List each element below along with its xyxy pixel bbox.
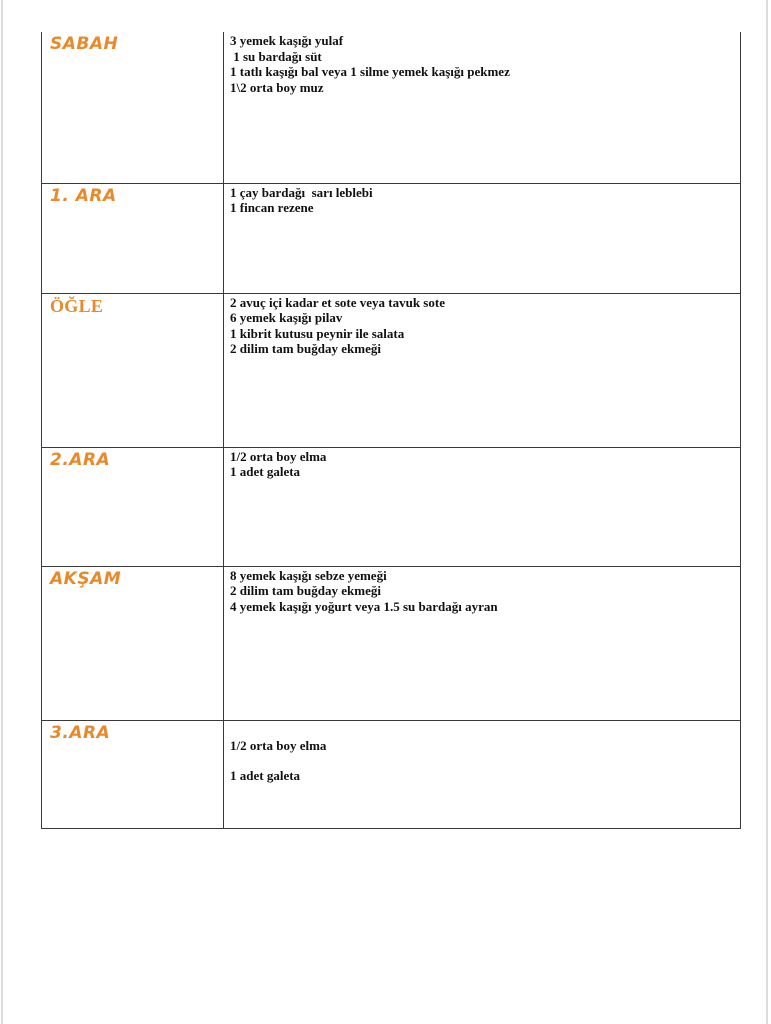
meal-label: 2.ARA xyxy=(50,449,111,470)
meal-item: 1/2 orta boy elma xyxy=(230,448,327,464)
meal-label-cell xyxy=(42,447,224,566)
meal-item: 1 fincan rezene xyxy=(230,200,314,216)
meal-items-list xyxy=(224,294,740,357)
meal-label-cell xyxy=(42,566,224,720)
meal-items-cell xyxy=(224,32,741,183)
meal-label: ÖĞLE xyxy=(50,295,104,316)
meal-item: 1 tatlı kaşığı bal veya 1 silme yemek kaşığı pekmez xyxy=(230,64,510,80)
meal-label: AKŞAM xyxy=(50,568,122,589)
meal-item: 1/2 orta boy elma xyxy=(230,737,327,753)
meal-item: 1 kibrit kutusu peynir ile salata xyxy=(230,325,405,341)
page-edge-right xyxy=(766,0,768,1024)
meal-item: 1 çay bardağı sarı leblebi xyxy=(230,184,373,200)
meal-row-ogle xyxy=(42,293,741,447)
meal-row-ara-2 xyxy=(42,447,741,566)
meal-row-sabah xyxy=(42,32,741,183)
meal-item: 2 dilim tam buğday ekmeği xyxy=(230,341,381,357)
meal-items-cell xyxy=(224,183,741,293)
meal-label: 3.ARA xyxy=(50,722,111,743)
meal-label-cell xyxy=(42,183,224,293)
meal-item: 1 adet galeta xyxy=(230,464,301,480)
meal-label: 1. ARA xyxy=(50,185,117,206)
meal-items-list xyxy=(224,184,740,216)
meal-label-cell xyxy=(42,32,224,183)
meal-item: 3 yemek kaşığı yulaf xyxy=(230,33,344,48)
meal-items-cell xyxy=(224,566,741,720)
meal-label: SABAH xyxy=(50,34,119,54)
meal-item: 1\2 orta boy muz xyxy=(230,79,324,95)
meal-items-cell xyxy=(224,447,741,566)
meal-item: 2 avuç içi kadar et sote veya tavuk sote xyxy=(230,294,445,310)
page-edge-left xyxy=(1,0,3,1024)
meal-items-list xyxy=(224,721,740,784)
meal-item: 6 yemek kaşığı pilav xyxy=(230,310,343,326)
meal-item: 1 adet galeta xyxy=(230,768,301,784)
meal-items-list xyxy=(224,32,740,95)
meal-item: 2 dilim tam buğday ekmeği xyxy=(230,583,381,599)
meal-label-cell xyxy=(42,720,224,828)
meal-plan-table xyxy=(41,32,741,829)
meal-item: 1 su bardağı süt xyxy=(230,48,322,64)
meal-items-list xyxy=(224,567,740,615)
meal-items-list xyxy=(224,448,740,480)
meal-item: 8 yemek kaşığı sebze yemeği xyxy=(230,567,387,583)
meal-items-cell xyxy=(224,720,741,828)
meal-row-ara-1 xyxy=(42,183,741,293)
meal-label-cell xyxy=(42,293,224,447)
meal-row-ara-3 xyxy=(42,720,741,828)
meal-row-aksam xyxy=(42,566,741,720)
meal-item: 4 yemek kaşığı yoğurt veya 1.5 su bardağı ayran xyxy=(230,598,498,614)
meal-items-cell xyxy=(224,293,741,447)
